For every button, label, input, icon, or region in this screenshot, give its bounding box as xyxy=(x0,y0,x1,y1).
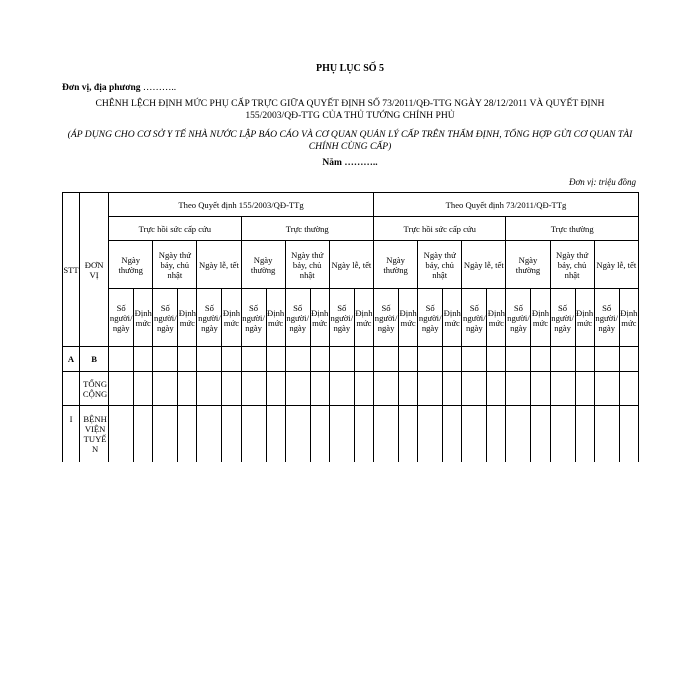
header-people-per-day: Số người/ngày xyxy=(197,289,222,347)
row-unit: TỔNG CỘNG xyxy=(80,372,109,406)
table-cell xyxy=(134,406,153,462)
row-stt: I xyxy=(63,406,80,462)
header-people-per-day: Số người/ngày xyxy=(285,289,310,347)
table-cell xyxy=(487,372,506,406)
table-cell xyxy=(550,406,575,462)
table-cell xyxy=(153,372,178,406)
header-day-weekday: Ngày thường xyxy=(241,241,285,289)
table-cell xyxy=(619,406,638,462)
table-cell xyxy=(575,347,594,372)
table-cell xyxy=(109,406,134,462)
table-cell xyxy=(197,347,222,372)
table-cell xyxy=(462,406,487,462)
table-cell xyxy=(134,372,153,406)
table-cell xyxy=(399,347,418,372)
header-day-weekday: Ngày thường xyxy=(374,241,418,289)
header-norm: Định mức xyxy=(531,289,550,347)
header-duty-emergency: Trực hồi sức cấp cứu xyxy=(374,217,506,241)
table-cell xyxy=(594,347,619,372)
header-people-per-day: Số người/ngày xyxy=(153,289,178,347)
header-norm: Định mức xyxy=(310,289,329,347)
table-cell xyxy=(329,406,354,462)
table-cell xyxy=(374,406,399,462)
table-cell xyxy=(310,372,329,406)
table-cell xyxy=(575,406,594,462)
table-cell xyxy=(550,372,575,406)
table-cell xyxy=(462,347,487,372)
table-cell xyxy=(285,372,310,406)
table-cell xyxy=(329,372,354,406)
table-cell xyxy=(550,347,575,372)
table-cell xyxy=(374,372,399,406)
table-cell xyxy=(418,347,443,372)
table-cell xyxy=(487,347,506,372)
table-cell xyxy=(285,406,310,462)
table-cell xyxy=(109,347,134,372)
table-cell xyxy=(197,372,222,406)
header-norm: Định mức xyxy=(134,289,153,347)
header-duty-regular: Trực thường xyxy=(241,217,374,241)
table-cell xyxy=(178,372,197,406)
table-cell xyxy=(222,372,241,406)
header-day-weekend: Ngày thứ bảy, chủ nhật xyxy=(418,241,462,289)
header-day-holiday: Ngày lễ, tết xyxy=(197,241,241,289)
header-people-per-day: Số người/ngày xyxy=(550,289,575,347)
table-row xyxy=(63,372,639,406)
header-people-per-day: Số người/ngày xyxy=(418,289,443,347)
row-unit: BỆNH VIỆN TUYẾN xyxy=(80,406,109,462)
table-cell xyxy=(241,406,266,462)
table-cell xyxy=(619,372,638,406)
header-people-per-day: Số người/ngày xyxy=(329,289,354,347)
table-cell xyxy=(222,347,241,372)
header-norm: Định mức xyxy=(399,289,418,347)
table-cell xyxy=(374,347,399,372)
table-cell xyxy=(443,406,462,462)
leaf-header-row xyxy=(63,289,639,347)
row-stt xyxy=(63,372,80,406)
table-cell xyxy=(241,372,266,406)
header-norm: Định mức xyxy=(443,289,462,347)
table-cell xyxy=(134,347,153,372)
table-cell xyxy=(399,406,418,462)
header-day-weekday: Ngày thường xyxy=(109,241,153,289)
header-norm: Định mức xyxy=(575,289,594,347)
header-people-per-day: Số người/ngày xyxy=(506,289,531,347)
unit-locality-label: Đơn vị, địa phương xyxy=(62,83,141,93)
table-cell xyxy=(109,372,134,406)
table-cell xyxy=(178,406,197,462)
header-decision-73: Theo Quyết định 73/2011/QĐ-TTg xyxy=(374,193,639,217)
money-unit: Đơn vị: triệu đồng xyxy=(568,177,636,187)
table-cell xyxy=(575,372,594,406)
table-cell xyxy=(153,347,178,372)
header-day-weekend: Ngày thứ bảy, chủ nhật xyxy=(285,241,329,289)
header-day-holiday: Ngày lễ, tết xyxy=(462,241,506,289)
table-cell xyxy=(399,372,418,406)
table-cell xyxy=(487,406,506,462)
header-people-per-day: Số người/ngày xyxy=(594,289,619,347)
header-day-weekend: Ngày thứ bảy, chủ nhật xyxy=(153,241,197,289)
table-cell xyxy=(531,406,550,462)
header-day-holiday: Ngày lễ, tết xyxy=(594,241,638,289)
table-cell xyxy=(418,406,443,462)
header-people-per-day: Số người/ngày xyxy=(374,289,399,347)
header-day-weekend: Ngày thứ bảy, chủ nhật xyxy=(550,241,594,289)
header-decision-155: Theo Quyết định 155/2003/QĐ-TTg xyxy=(109,193,374,217)
table-cell xyxy=(153,406,178,462)
table-cell xyxy=(266,406,285,462)
document-subheading: (ÁP DỤNG CHO CƠ SỞ Y TẾ NHÀ NƯỚC LẬP BÁO CÁO VÀ CƠ QUAN QUẢN LÝ CẤP TRÊN THẨM ĐỊNH, TỔNG HỢP GỬI CƠ QUAN TÀI CHÍNH CÙNG CẤP) xyxy=(67,129,633,152)
table-cell xyxy=(285,347,310,372)
table-cell xyxy=(197,406,222,462)
table-cell xyxy=(462,372,487,406)
year-line: Năm ……….. xyxy=(322,158,378,168)
table-cell xyxy=(222,406,241,462)
table-cell xyxy=(310,406,329,462)
table-cell xyxy=(594,372,619,406)
row-stt: A xyxy=(63,347,80,372)
table-cell xyxy=(178,347,197,372)
header-people-per-day: Số người/ngày xyxy=(109,289,134,347)
unit-locality-dots: ……….. xyxy=(140,83,177,93)
allowance-table xyxy=(62,192,639,462)
table-cell xyxy=(531,372,550,406)
header-stt: STT xyxy=(63,193,80,347)
table-cell xyxy=(354,406,373,462)
table-cell xyxy=(506,347,531,372)
header-norm: Định mức xyxy=(222,289,241,347)
header-unit: ĐƠN VỊ xyxy=(80,193,109,347)
header-norm: Định mức xyxy=(487,289,506,347)
header-norm: Định mức xyxy=(266,289,285,347)
table-cell xyxy=(354,372,373,406)
header-people-per-day: Số người/ngày xyxy=(462,289,487,347)
table-cell xyxy=(443,347,462,372)
header-day-holiday: Ngày lễ, tết xyxy=(329,241,373,289)
row-unit: B xyxy=(80,347,109,372)
header-day-weekday: Ngày thường xyxy=(506,241,550,289)
table-cell xyxy=(310,347,329,372)
appendix-title: PHỤ LỤC SỐ 5 xyxy=(315,63,385,74)
table-row xyxy=(63,406,639,462)
header-duty-emergency: Trực hồi sức cấp cứu xyxy=(109,217,241,241)
table-cell xyxy=(443,372,462,406)
table-cell xyxy=(354,347,373,372)
header-norm: Định mức xyxy=(354,289,373,347)
table-cell xyxy=(418,372,443,406)
table-cell xyxy=(506,372,531,406)
table-cell xyxy=(619,347,638,372)
header-people-per-day: Số người/ngày xyxy=(241,289,266,347)
header-duty-regular: Trực thường xyxy=(506,217,639,241)
table-row xyxy=(63,347,639,372)
table-cell xyxy=(266,347,285,372)
table-cell xyxy=(506,406,531,462)
table-cell xyxy=(241,347,266,372)
table-cell xyxy=(329,347,354,372)
table-cell xyxy=(594,406,619,462)
table-cell xyxy=(531,347,550,372)
header-norm: Định mức xyxy=(619,289,638,347)
header-norm: Định mức xyxy=(178,289,197,347)
document-heading: CHÊNH LỆCH ĐỊNH MỨC PHỤ CẤP TRỰC GIỮA QUYẾT ĐỊNH SỐ 73/2011/QĐ-TTG NGÀY 28/12/2011 VÀ QUYẾT ĐỊNH 155/2003/QĐ-TTG CỦA THỦ TƯỚNG CHÍNH PHỦ xyxy=(95,98,605,121)
unit-locality-line xyxy=(62,83,176,93)
table-cell xyxy=(266,372,285,406)
